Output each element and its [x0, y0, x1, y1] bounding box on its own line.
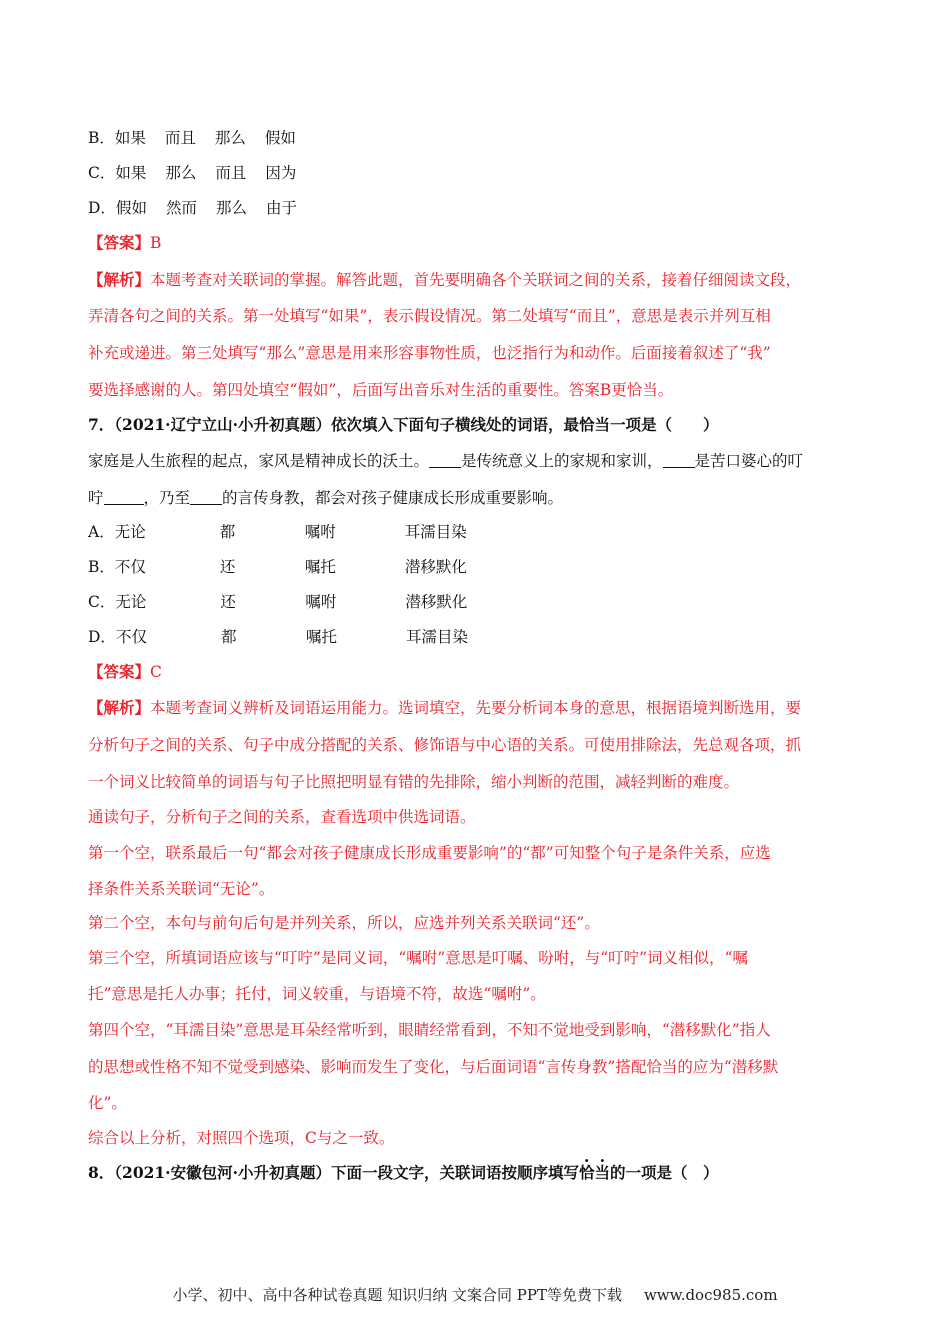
option-letter: C．	[88, 164, 116, 182]
q7-option-c: C．无论 还 嘱咐 潜移默化	[88, 593, 468, 611]
q7-analysis-line-11: 的思想或性格不知不觉受到感染、影响而发生了变化，与后面词语“言传身教”搭配恰当的应为“潜移默	[88, 1058, 779, 1076]
page-footer	[0, 1284, 950, 1305]
q7-analysis-line-1: 【解析】本题考查词义辨析及词语运用能力。选词填空，先要分析词本身的意思，根据语境判断选用，要	[88, 698, 802, 717]
q7-option-d: D．不仅 都 嘱托 耳濡目染	[88, 628, 468, 646]
q7-analysis-line-7: 第二个空，本句与前句后句是并列关系，所以，应选并列关系关联词“还”。	[88, 914, 600, 932]
q7-option-b: B．不仅 还 嘱托 潜移默化	[88, 558, 467, 576]
blank-3	[104, 488, 144, 505]
q6-answer: 【答案】B	[88, 233, 162, 252]
q7-analysis-line-13: 综合以上分析，对照四个选项，C与之一致。	[88, 1129, 395, 1147]
q6-analysis-line-4: 要选择感谢的人。第四处填空“假如”，后面写出音乐对生活的重要性。答案B更恰当。	[88, 381, 674, 399]
q7-analysis-line-3: 一个词义比较简单的词语与句子比照把明显有错的先排除，缩小判断的范围，减轻判断的难度。	[88, 773, 740, 791]
option-letter: B．	[88, 129, 115, 147]
q6-analysis-line-3: 补充或递进。第三处填写“那么”意思是用来形容事物性质，也泛指行为和动作。后面接着叙述了“我”	[88, 344, 771, 362]
q7-analysis-line-9: 托”意思是托人办事；托付，词义较重，与语境不符，故选“嘱咐”。	[88, 985, 546, 1003]
q7-analysis-line-6: 择条件关系关联词“无论”。	[88, 880, 275, 898]
q7-analysis-line-2: 分析句子之间的关系、句子中成分搭配的关系、修饰语与中心语的关系。可使用排除法，先总观各项，抓	[88, 736, 802, 754]
q7-analysis-line-10: 第四个空，“耳濡目染”意思是耳朵经常听到，眼睛经常看到，不知不觉地受到影响，“潜移默化”指人	[88, 1021, 771, 1039]
q6-option-b: B．如果 而且 那么 假如	[88, 129, 296, 147]
q7-analysis-line-4: 通读句子，分析句子之间的关系，查看选项中供选词语。	[88, 808, 476, 826]
q7-passage-line-1: 家庭是人生旅程的起点，家风是精神成长的沃土。 是传统意义上的家规和家训， 是苦口婆心的叮	[88, 452, 804, 470]
q7-analysis-line-5: 第一个空，联系最后一句“都会对孩子健康成长形成重要影响”的“都”可知整个句子是条件关系，应选	[88, 844, 771, 862]
option-letter: D．	[88, 199, 116, 217]
emphasis-char: 恰	[579, 1163, 595, 1182]
q7-passage-line-2: 咛 ，乃至 的言传身教，都会对孩子健康成长形成重要影响。	[88, 489, 564, 507]
q6-analysis-line-1: 【解析】本题考查对关联词的掌握。解答此题，首先要明确各个关联词之间的关系，接着仔细阅读文段，	[88, 270, 802, 289]
q7-heading: 7．（2021·辽宁立山·小升初真题）依次填入下面句子横线处的词语，最恰当一项是（ ）	[88, 415, 719, 434]
footer-text: 小学、初中、高中各种试卷真题 知识归纳 文案合同 PPT等免费下载	[172, 1286, 622, 1304]
blank-4	[190, 488, 222, 505]
q6-analysis-line-2: 弄清各句之间的关系。第一处填写“如果”，表示假设情况。第二处填写“而且”，意思是表示并列互相	[88, 307, 771, 325]
q6-option-d: D．假如 然而 那么 由于	[88, 199, 297, 217]
q6-option-c: C．如果 那么 而且 因为	[88, 164, 297, 182]
emphasis-char: 当	[594, 1163, 611, 1182]
q7-answer: 【答案】C	[88, 662, 162, 681]
q8-heading: 8．（2021·安徽包河·小升初真题）下面一段文字，关联词语按顺序填写恰当的一项是（ ）	[88, 1163, 719, 1182]
blank-1	[429, 451, 461, 468]
q7-option-a: A．无论 都 嘱咐 耳濡目染	[88, 523, 467, 541]
q7-analysis-line-12: 化”。	[88, 1094, 127, 1112]
blank-2	[663, 451, 695, 468]
footer-url[interactable]: www.doc985.com	[643, 1286, 778, 1304]
q7-analysis-line-8: 第三个空，所填词语应该与“叮咛”是同义词，“嘱咐”意思是叮嘱、吩咐，与“叮咛”词义相似，“嘱	[88, 949, 748, 967]
